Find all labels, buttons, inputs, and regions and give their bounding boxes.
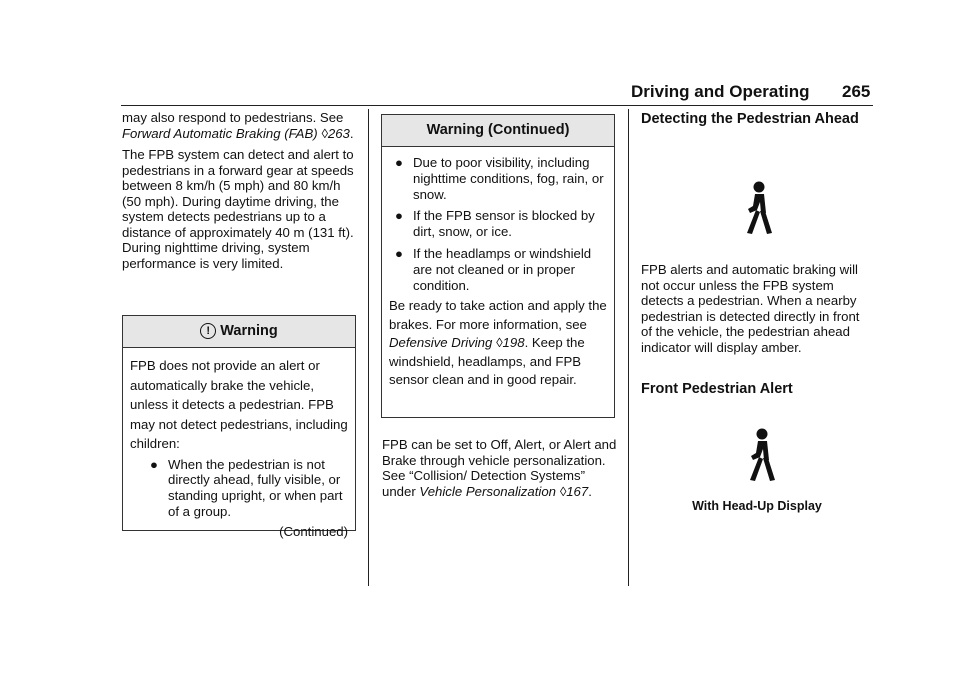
header-rule [121, 105, 873, 106]
page-ref[interactable]: 263 [327, 125, 350, 141]
warning-continued-body [382, 147, 614, 394]
pedestrian-icon [734, 427, 782, 483]
warning-bullet: ● Due to poor visibility, including nighttime conditions, fog, rain, or snow. [395, 155, 604, 202]
warning-header: ! Warning [123, 316, 355, 348]
intro-paragraph: may also respond to pedestrians. See Forward Automatic Braking (FAB) ◊263. [122, 110, 354, 141]
bullet-icon: ● [395, 208, 403, 224]
bullet-icon: ● [150, 456, 158, 472]
page-ref-icon: ◊ [321, 125, 328, 141]
warning-bullet: ● If the FPB sensor is blocked by dirt, snow, or ice. [395, 208, 595, 240]
warning-bullet: ● If the headlamps or windshield are not cleaned or in proper condition. [395, 245, 592, 293]
fab-link[interactable]: Forward Automatic Braking (FAB) [122, 125, 318, 141]
pedestrian-icon [731, 180, 779, 236]
warning-circle-icon: ! [200, 323, 216, 339]
defensive-driving-link[interactable]: Defensive Driving [389, 335, 493, 351]
page-number: 265 [842, 82, 871, 101]
warning-body: FPB does not provide an alert or automatically brake the vehicle, unless it detects a pedestrian. FPB may not detect pedestrians, including children: ● When the pedestrian is not directly ahead, fully visible, or standing upright, or when part of a group. (Continued) [130, 358, 348, 539]
fpb-description: The FPB system can detect and alert to pedestrians in a forward gear at speeds between 8 km/h (5 mph) and 80 km/h (50 mph). During daytime driving, the system detects pedestrians up to a distance of approximately 40 m (131 ft). During nighttime driving, system performance is very limited. [122, 147, 354, 271]
heading-front-pedestrian-alert: Front Pedestrian Alert [641, 381, 793, 397]
heading-detecting-pedestrian: Detecting the Pedestrian Ahead [641, 111, 859, 127]
section-title: Driving and Operating [631, 82, 810, 101]
warning-continued-header: Warning (Continued) [382, 115, 614, 147]
warning-paragraph: Be ready to take action and apply the brakes. For more information, see Defensive Driving ◊198. Keep the windshield, headlamps, and FPB sensor clean and in good repair. [389, 298, 607, 388]
column-divider-right [628, 109, 629, 586]
warning-bullet: ● When the pedestrian is not directly ahead, fully visible, or standing upright, or when part of a group. [150, 456, 343, 519]
page-ref[interactable]: 198 [502, 335, 525, 351]
continued-label: (Continued) [279, 523, 348, 539]
figure-caption: With Head-Up Display [692, 499, 822, 513]
bullet-icon: ● [395, 155, 403, 170]
page-ref-icon: ◊ [496, 335, 503, 351]
column-divider-left [368, 109, 369, 586]
warning-box [122, 315, 356, 539]
personalization-paragraph: FPB can be set to Off, Alert, or Alert and Brake through vehicle personalization. See “Collision/ Detection Systems” under Vehicle Personalization ◊167. [382, 437, 617, 499]
detecting-paragraph: FPB alerts and automatic braking will not occur unless the FPB system detects a pedestrian. When a nearby pedestrian is detected directly in front of the vehicle, the pedestrian ahead indicator will display amber. [641, 262, 860, 355]
column-1 [122, 110, 358, 277]
page-ref-icon: ◊ [559, 483, 567, 499]
bullet-icon: ● [395, 245, 403, 261]
page-ref[interactable]: 167 [566, 483, 589, 499]
vehicle-personalization-link[interactable]: Vehicle Personalization [419, 483, 557, 499]
warning-continued-box [381, 114, 615, 418]
